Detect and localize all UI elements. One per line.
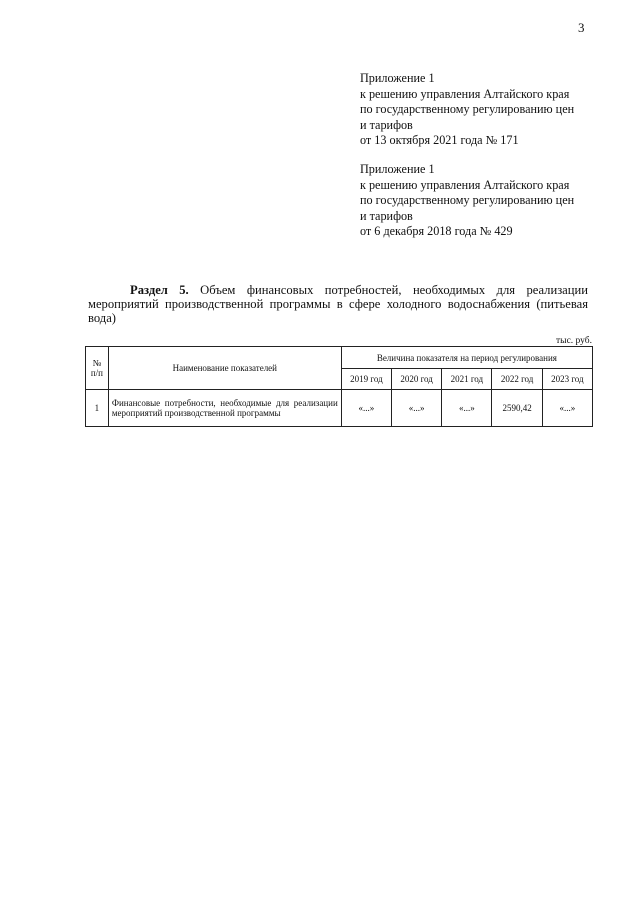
appendix-line: от 13 октября 2021 года № 171	[360, 133, 519, 148]
header-number: № п/п	[86, 347, 109, 390]
section-title-text: Объем финансовых потребностей, необходимых для реализации мероприятий производственной программы в сфере холодного водоснабжения (питьевая вода)	[88, 283, 588, 325]
header-year: 2022 год	[492, 369, 542, 390]
section-label: Раздел 5.	[130, 283, 189, 297]
header-year: 2020 год	[392, 369, 442, 390]
row-value: «...»	[392, 390, 442, 427]
appendix-line: по государственному регулированию цен	[360, 193, 575, 208]
appendix-line: по государственному регулированию цен	[360, 102, 575, 117]
appendix-current	[360, 71, 600, 149]
units-label: тыс. руб.	[556, 336, 592, 346]
appendix-line: и тарифов	[360, 117, 413, 132]
header-year: 2021 год	[442, 369, 492, 390]
row-value: 2590,42	[492, 390, 542, 427]
header-year: 2023 год	[542, 369, 592, 390]
header-year: 2019 год	[341, 369, 391, 390]
appendix-line: к решению управления Алтайского края	[360, 86, 570, 101]
header-name: Наименование показателей	[108, 347, 341, 390]
appendix-line: к решению управления Алтайского края	[360, 177, 570, 192]
appendix-line: и тарифов	[360, 208, 413, 223]
appendix-line: от 6 декабря 2018 года № 429	[360, 224, 513, 239]
appendix-previous	[360, 162, 600, 240]
section-heading	[88, 283, 588, 325]
row-value: «...»	[542, 390, 592, 427]
page-number: 3	[578, 20, 585, 35]
header-period-group: Величина показателя на период регулирования	[341, 347, 592, 369]
row-value: «...»	[341, 390, 391, 427]
row-number: 1	[86, 390, 109, 427]
table-header-row	[86, 347, 593, 369]
appendix-line: Приложение 1	[360, 162, 435, 176]
appendix-line: Приложение 1	[360, 71, 435, 85]
financial-needs-table	[85, 346, 593, 427]
table-row	[86, 390, 593, 427]
row-value: «...»	[442, 390, 492, 427]
row-name: Финансовые потребности, необходимые для реализации мероприятий производственной программы	[108, 390, 341, 427]
